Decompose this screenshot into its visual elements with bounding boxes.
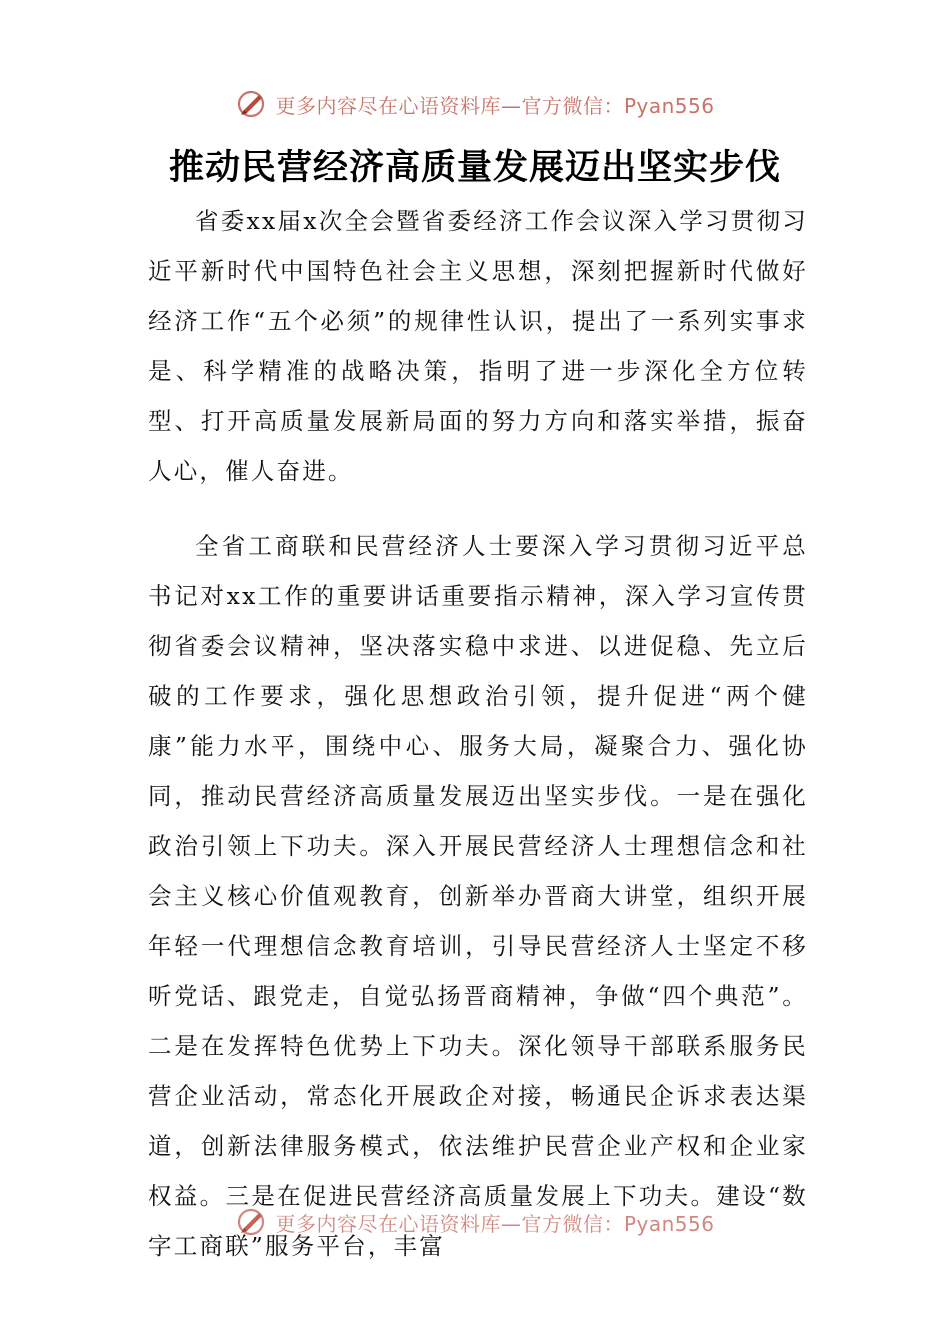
watermark-text: 更多内容尽在心语资料库—官方微信：Pyan556 — [275, 93, 715, 118]
watermark-footer — [0, 1202, 950, 1242]
paragraph: 全省工商联和民营经济人士要深入学习贯彻习近平总书记对xx工作的重要讲话重要指示精神，深入学习宣传贯彻省委会议精神，坚决落实稳中求进、以进促稳、先立后破的工作要求，强化思想政治引领，提升促进“两个健康”能力水平，围绕中心、服务大局，凝聚合力、强化协同，推动民营经济高质量发展迈出坚实步伐。一是在强化政治引领上下功夫。深入开展民营经济人士理想信念和社会主义核心价值观教育，创新举办晋商大讲堂，组织开展年轻一代理想信念教育培训，引导民营经济人士坚定不移听党话、跟党走，自觉弘扬晋商精神，争做“四个典范”。二是在发挥特色优势上下功夫。深化领导干部联系服务民营企业活动，常态化开展政企对接，畅通民企诉求表达渠道，创新法律服务模式，依法维护民营企业产权和企业家权益。三是在促进民营经济高质量发展上下功夫。建设“数字工商联”服务平台，丰富 — [148, 532, 808, 1260]
pen-logo-icon — [235, 87, 269, 121]
paragraph: 省委xx届x次全会暨省委经济工作会议深入学习贯彻习近平新时代中国特色社会主义思想，深刻把握新时代做好经济工作“五个必须”的规律性认识，提出了一系列实事求是、科学精准的战略决策，指明了进一步深化全方位转型、打开高质量发展新局面的努力方向和落实举措，振奋人心，催人奋进。 — [148, 207, 808, 485]
watermark-header — [0, 84, 950, 124]
watermark-text: 更多内容尽在心语资料库—官方微信：Pyan556 — [275, 1211, 715, 1236]
pen-logo-icon — [235, 1205, 269, 1239]
document-title: 推动民营经济高质量发展迈出坚实步伐 — [168, 147, 781, 188]
document-body — [148, 196, 808, 1271]
